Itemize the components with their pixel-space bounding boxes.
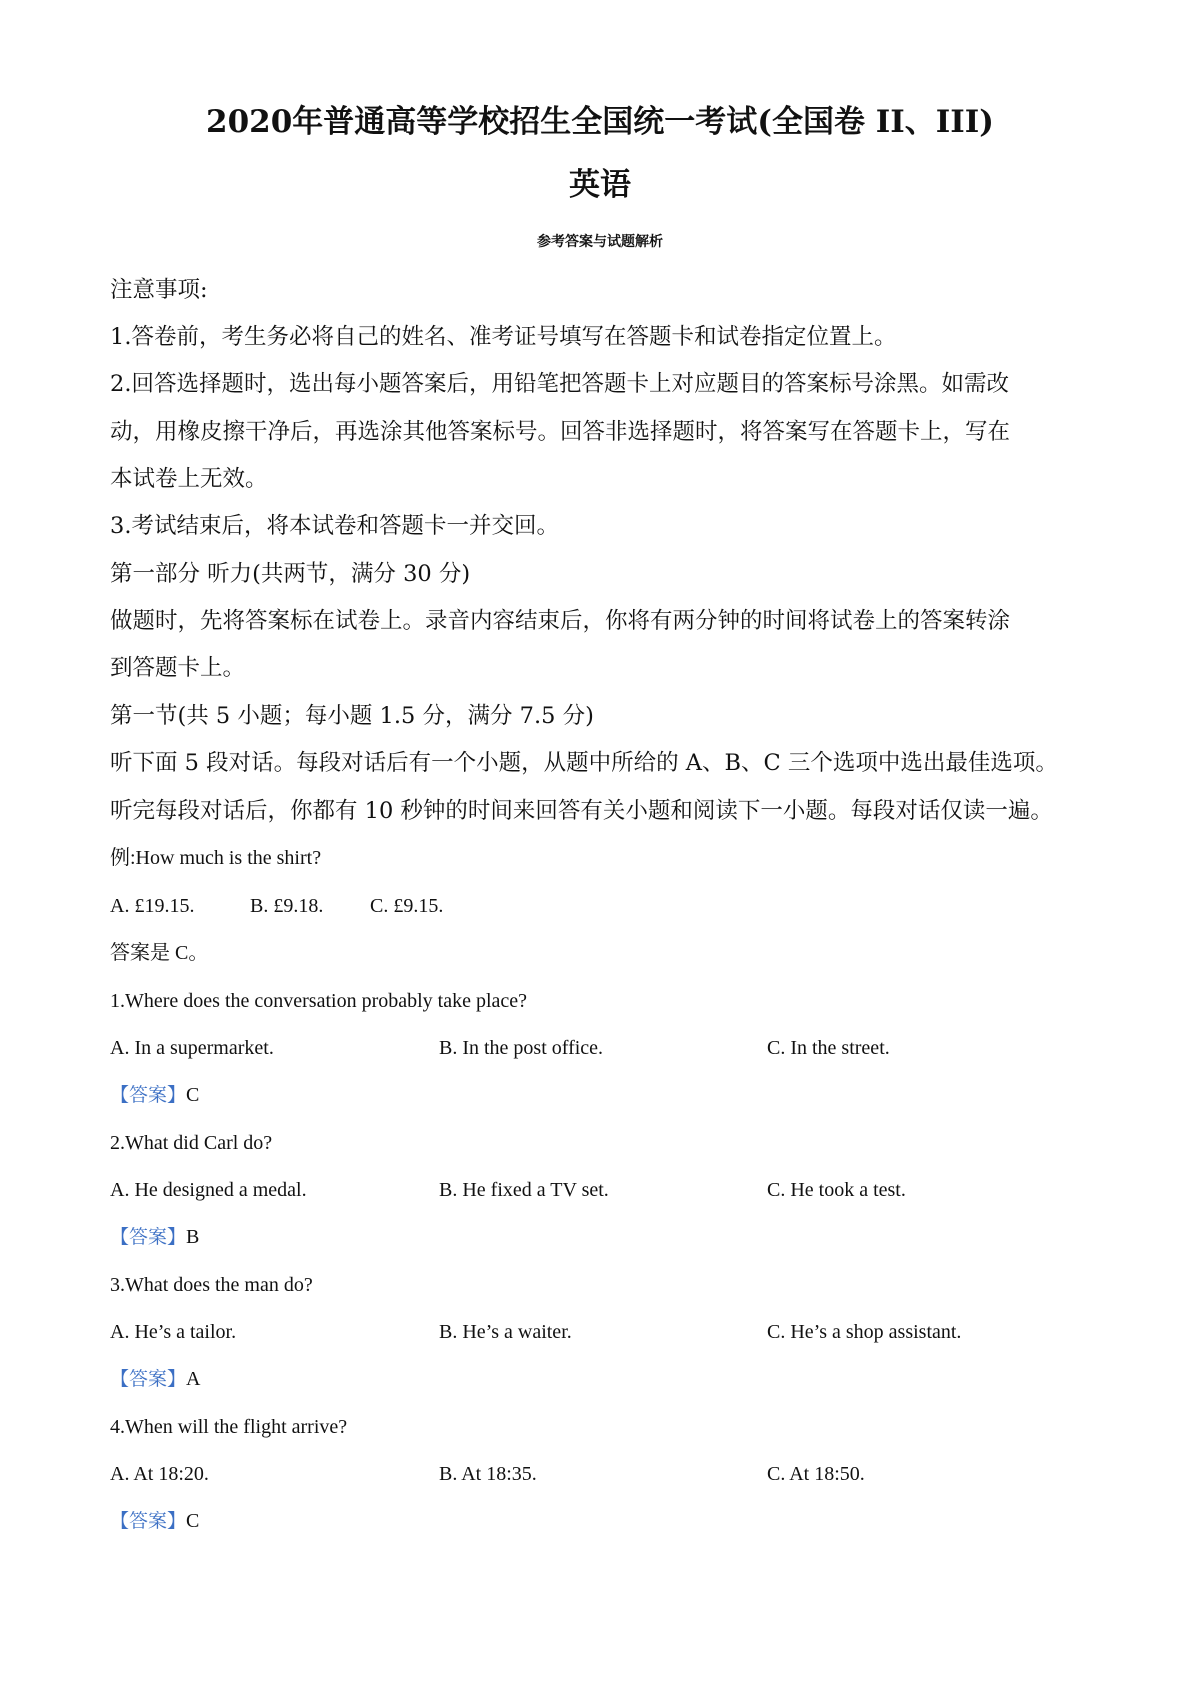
notice-line: 3.考试结束后，将本试卷和答题卡一并交回。 xyxy=(110,513,559,539)
option-c: C. He’s a shop assistant. xyxy=(767,1321,962,1343)
answer-value: A xyxy=(186,1368,201,1390)
answer-line xyxy=(110,1366,200,1392)
instruction-line: 听下面 5 段对话。每段对话后有一个小题，从题中所给的 A、B、C 三个选项中选出最佳选项。 xyxy=(110,750,1058,776)
option-c: C. £9.15. xyxy=(370,895,444,917)
question-1-options xyxy=(110,1035,1010,1061)
answer-line xyxy=(110,1082,199,1108)
subject-title: 英语 xyxy=(569,167,631,203)
answer-value: B xyxy=(186,1226,200,1248)
answer-line xyxy=(110,1508,199,1534)
option-b: B. He’s a waiter. xyxy=(439,1321,572,1343)
answer-value: C xyxy=(186,1084,200,1106)
instruction-line: 到答题卡上。 xyxy=(110,655,246,681)
notice-heading: 注意事项: xyxy=(110,277,208,303)
option-c: C. He took a test. xyxy=(767,1179,906,1201)
instruction-line: 听完每段对话后，你都有 10 秒钟的时间来回答有关小题和阅读下一小题。每段对话仅读一遍。 xyxy=(110,798,1053,824)
page-title: 2020年普通高等学校招生全国统一考试(全国卷 II、III) xyxy=(206,104,994,140)
question-1: 1.Where does the conversation probably take place? xyxy=(110,990,528,1012)
example-answer: 答案是 C。 xyxy=(110,942,209,964)
notice-line: 本试卷上无效。 xyxy=(110,466,268,492)
option-a: A. In a supermarket. xyxy=(110,1037,274,1059)
answer-tag: 【答案】 xyxy=(110,1084,187,1106)
question-3: 3.What does the man do? xyxy=(110,1274,313,1296)
option-a: A. At 18:20. xyxy=(110,1463,209,1485)
notice-line: 2.回答选择题时，选出每小题答案后，用铅笔把答题卡上对应题目的答案标号涂黑。如需改 xyxy=(110,371,1009,397)
example-options xyxy=(110,893,1010,919)
example-question: 例:How much is the shirt? xyxy=(110,847,322,869)
instruction-line: 做题时，先将答案标在试卷上。录音内容结束后，你将有两分钟的时间将试卷上的答案转涂 xyxy=(110,608,1011,634)
part-heading: 第一部分 听力(共两节，满分 30 分) xyxy=(110,561,471,587)
notice-line: 1.答卷前，考生务必将自己的姓名、准考证号填写在答题卡和试卷指定位置上。 xyxy=(110,324,897,350)
option-c: C. In the street. xyxy=(767,1037,890,1059)
option-b: B. At 18:35. xyxy=(439,1463,537,1485)
question-4-options xyxy=(110,1461,1010,1487)
option-b: B. In the post office. xyxy=(439,1037,604,1059)
answer-tag: 【答案】 xyxy=(110,1226,187,1248)
notice-line: 动，用橡皮擦干净后，再选涂其他答案标号。回答非选择题时，将答案写在答题卡上，写在 xyxy=(110,419,1011,445)
option-a: A. He designed a medal. xyxy=(110,1179,307,1201)
option-b: B. He fixed a TV set. xyxy=(439,1179,609,1201)
page-subtitle: 参考答案与试题解析 xyxy=(537,234,663,250)
answer-tag: 【答案】 xyxy=(110,1368,187,1390)
question-4: 4.When will the flight arrive? xyxy=(110,1416,348,1438)
section-heading: 第一节(共 5 小题；每小题 1.5 分，满分 7.5 分) xyxy=(110,703,594,729)
option-a: A. He’s a tailor. xyxy=(110,1321,237,1343)
question-2-options xyxy=(110,1177,1010,1203)
answer-tag: 【答案】 xyxy=(110,1510,187,1532)
answer-line xyxy=(110,1224,199,1250)
question-3-options xyxy=(110,1319,1010,1345)
option-b: B. £9.18. xyxy=(250,895,324,917)
option-c: C. At 18:50. xyxy=(767,1463,865,1485)
option-a: A. £19.15. xyxy=(110,895,195,917)
question-2: 2.What did Carl do? xyxy=(110,1132,273,1154)
answer-value: C xyxy=(186,1510,200,1532)
